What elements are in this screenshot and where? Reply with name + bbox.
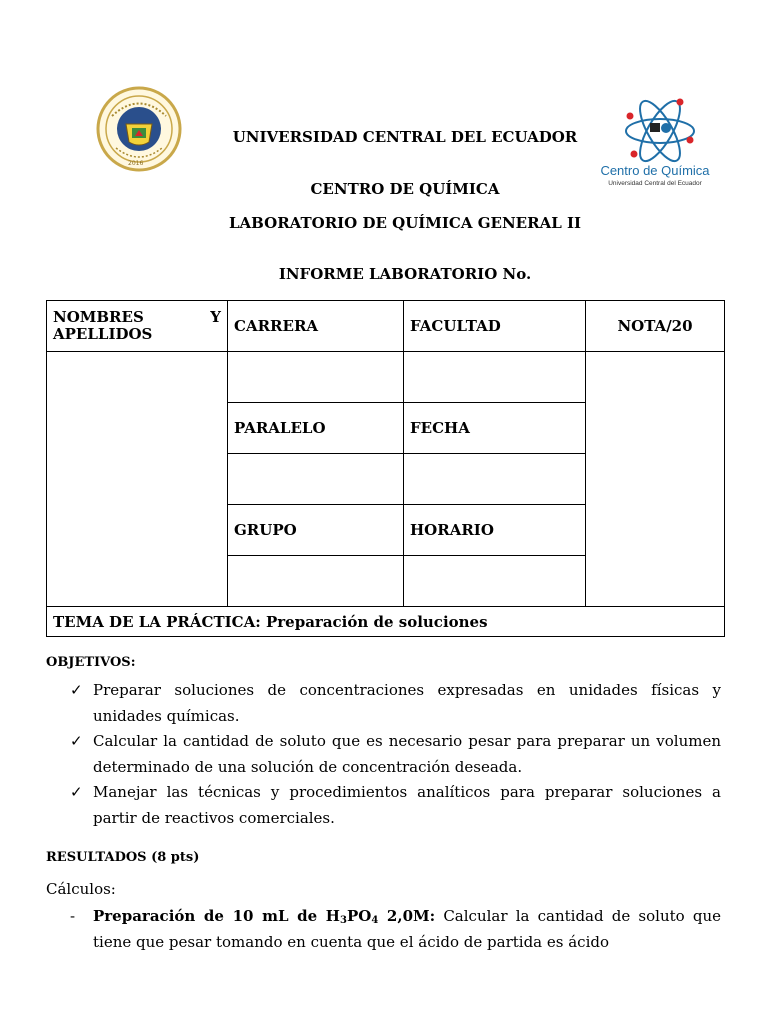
objetivo-item	[70, 780, 721, 831]
grupo-entry-cell[interactable]	[228, 556, 404, 607]
center-title: CENTRO DE QUÍMICA	[310, 180, 500, 198]
nombres-y-label: Y	[210, 308, 221, 326]
facultad-entry-cell[interactable]	[404, 352, 586, 403]
nota-header-cell: NOTA/20	[586, 301, 725, 352]
objetivo-item	[70, 678, 721, 729]
objetivo-item	[70, 729, 721, 780]
objetivos-title: OBJETIVOS:	[46, 655, 136, 670]
checkmark-icon: ✓	[70, 732, 83, 750]
tema-label: TEMA DE LA PRÁCTICA:	[53, 612, 261, 631]
lab-title: LABORATORIO DE QUÍMICA GENERAL II	[228, 214, 582, 232]
fecha-entry-cell[interactable]	[404, 454, 586, 505]
paralelo-label-cell: PARALELO	[228, 403, 404, 454]
nombres-header-cell	[47, 301, 228, 352]
prep-text: Calcular la cantidad de soluto que tiene que pesar tomando en cuenta que el ácido de partida es ácido	[93, 907, 721, 951]
tema-value: Preparación de soluciones	[265, 612, 488, 631]
chemistry-center-atom-logo	[622, 96, 698, 166]
carrera-entry-cell[interactable]	[228, 352, 404, 403]
grupo-label-cell: GRUPO	[228, 505, 404, 556]
horario-entry-cell[interactable]	[404, 556, 586, 607]
nombres-label: NOMBRES	[53, 308, 144, 326]
seal-year: 2016	[128, 160, 144, 167]
objetivo-text: Calcular la cantidad de soluto que es necesario pesar para preparar un volumen determinado de una solución de concentración deseada.	[93, 732, 721, 776]
nota-entry-cell[interactable]	[586, 352, 725, 607]
prep-label: Preparación de 10 mL de $H_3PO_4$ 2,0M:	[93, 907, 436, 926]
horario-label-cell: HORARIO	[404, 505, 586, 556]
facultad-header-cell: FACULTAD	[404, 301, 586, 352]
tema-cell	[47, 607, 725, 637]
calculos-label: Cálculos:	[46, 880, 116, 898]
paralelo-entry-cell[interactable]	[228, 454, 404, 505]
report-title: INFORME LABORATORIO No.	[278, 265, 532, 283]
fecha-label-cell: FECHA	[404, 403, 586, 454]
objetivo-text: Preparar soluciones de concentraciones expresadas en unidades físicas y unidades químicas.	[93, 681, 721, 725]
checkmark-icon: ✓	[70, 681, 83, 699]
chemistry-center-logo-subtitle: Universidad Central del Ecuador	[608, 180, 702, 187]
checkmark-icon: ✓	[70, 783, 83, 801]
objetivos-list	[70, 678, 721, 831]
apellidos-label: APELLIDOS	[53, 325, 153, 343]
dash-bullet: -	[70, 907, 76, 925]
preparation-item	[70, 904, 721, 955]
chemistry-center-logo-title: Centro de Química	[600, 163, 710, 178]
resultados-title: RESULTADOS (8 pts)	[46, 850, 200, 865]
objetivo-text: Manejar las técnicas y procedimientos analíticos para preparar soluciones a partir de reactivos comerciales.	[93, 783, 721, 827]
nombres-entry-cell[interactable]	[47, 352, 228, 607]
student-info-table	[46, 300, 725, 637]
carrera-header-cell: CARRERA	[228, 301, 404, 352]
university-title: UNIVERSIDAD CENTRAL DEL ECUADOR	[232, 128, 578, 146]
